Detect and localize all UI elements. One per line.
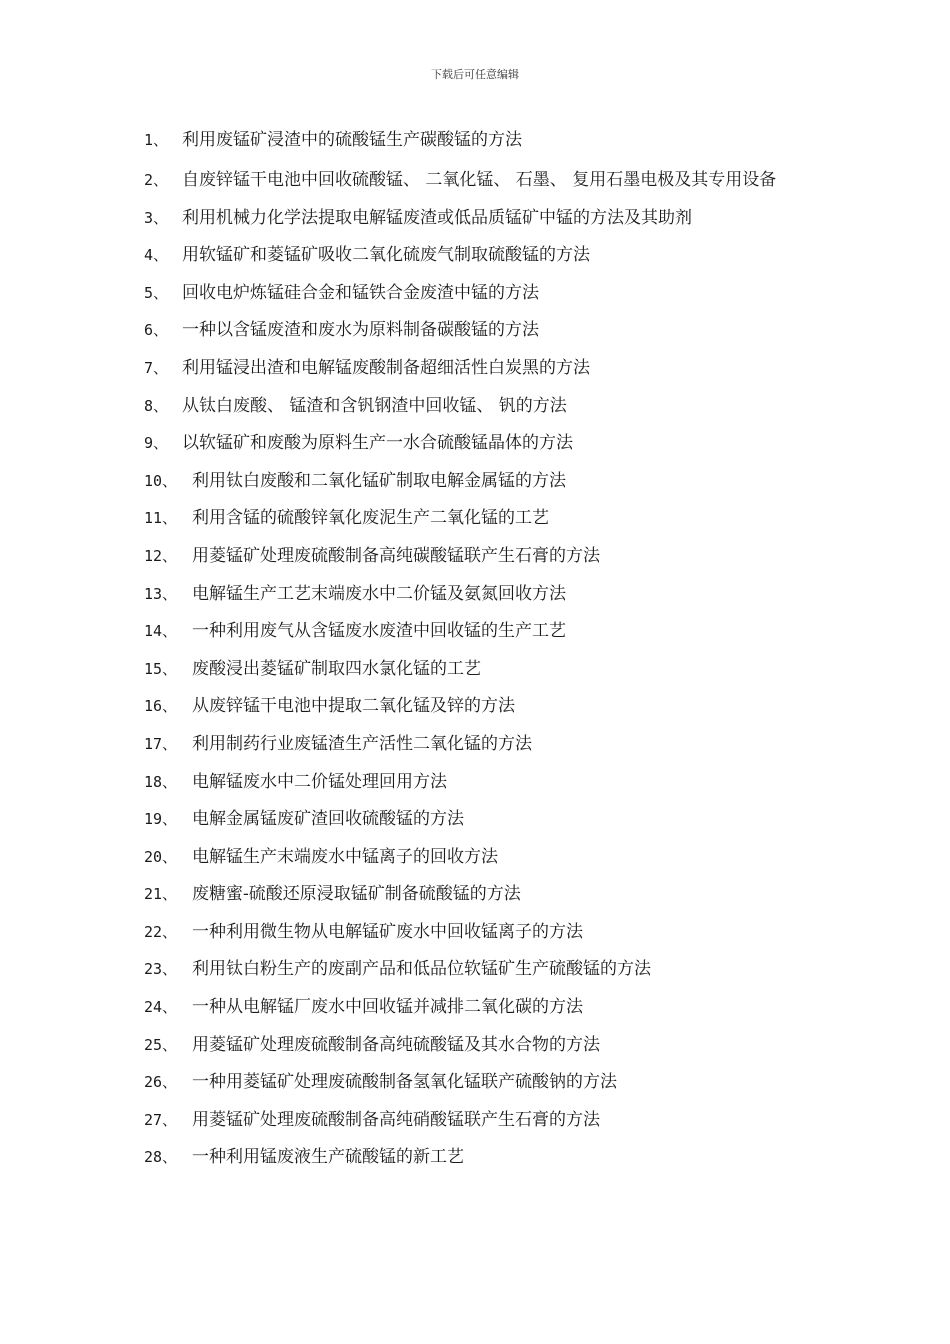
item-number: 7、 <box>144 358 169 377</box>
item-text: 用菱锰矿处理废硫酸制备高纯硝酸锰联产生石膏的方法 <box>192 1109 600 1130</box>
item-number: 20、 <box>144 847 178 866</box>
list-item <box>144 388 814 426</box>
item-text: 一种利用锰废液生产硫酸锰的新工艺 <box>192 1147 464 1168</box>
list-item <box>144 312 814 350</box>
list-item <box>144 989 814 1027</box>
list-item <box>144 1102 814 1140</box>
item-text: 废糖蜜-硫酸还原浸取锰矿制备硫酸锰的方法 <box>192 884 521 905</box>
item-number: 16、 <box>144 697 178 716</box>
item-text: 回收电炉炼锰硅合金和锰铁合金废渣中锰的方法 <box>182 282 539 303</box>
item-text: 从钛白废酸、 锰渣和含钒钢渣中回收锰、 钒的方法 <box>182 395 567 416</box>
list-item <box>144 726 814 764</box>
item-text: 以软锰矿和废酸为原料生产一水合硫酸锰晶体的方法 <box>182 433 573 454</box>
list-item <box>144 876 814 914</box>
item-number: 3、 <box>144 208 169 227</box>
item-number: 12、 <box>144 546 178 565</box>
item-number: 26、 <box>144 1073 178 1092</box>
list-item <box>144 350 814 388</box>
item-number: 24、 <box>144 998 178 1017</box>
item-text: 一种用菱锰矿处理废硫酸制备氢氧化锰联产硫酸钠的方法 <box>192 1072 617 1093</box>
item-number: 5、 <box>144 283 169 302</box>
item-number: 19、 <box>144 810 178 829</box>
item-text: 电解锰生产末端废水中锰离子的回收方法 <box>192 846 498 867</box>
item-text: 一种利用微生物从电解锰矿废水中回收锰离子的方法 <box>192 921 583 942</box>
item-text: 电解锰生产工艺末端废水中二价锰及氨氮回收方法 <box>192 583 566 604</box>
item-text: 利用机械力化学法提取电解锰废渣或低品质锰矿中锰的方法及其助剂 <box>182 207 692 228</box>
list-item <box>144 914 814 952</box>
item-number: 9、 <box>144 434 169 453</box>
list-item <box>144 122 814 160</box>
item-text: 利用钛白粉生产的废副产品和低品位软锰矿生产硫酸锰的方法 <box>192 959 651 980</box>
item-number: 21、 <box>144 885 178 904</box>
list-item <box>144 764 814 802</box>
item-number: 18、 <box>144 772 178 791</box>
list-item <box>144 1064 814 1102</box>
list-item <box>144 613 814 651</box>
list-item <box>144 576 814 614</box>
item-text: 利用制药行业废锰渣生产活性二氧化锰的方法 <box>192 733 532 754</box>
list-item <box>144 200 814 238</box>
item-number: 22、 <box>144 922 178 941</box>
patent-list <box>144 122 814 1177</box>
list-item <box>144 1027 814 1065</box>
item-text: 一种从电解锰厂废水中回收锰并减排二氧化碳的方法 <box>192 997 583 1018</box>
list-item <box>144 463 814 501</box>
item-text: 一种利用废气从含锰废水废渣中回收锰的生产工艺 <box>192 621 566 642</box>
item-number: 1、 <box>144 131 169 149</box>
item-number: 25、 <box>144 1035 178 1054</box>
item-text: 用软锰矿和菱锰矿吸收二氧化硫废气制取硫酸锰的方法 <box>182 245 590 266</box>
page-header: 下载后可任意编辑 <box>431 68 519 81</box>
item-number: 6、 <box>144 321 169 340</box>
item-text: 电解金属锰废矿渣回收硫酸锰的方法 <box>192 809 464 830</box>
item-number: 10、 <box>144 471 178 490</box>
item-number: 13、 <box>144 584 178 603</box>
list-item <box>144 839 814 877</box>
list-item <box>144 1139 814 1177</box>
item-text: 电解锰废水中二价锰处理回用方法 <box>192 771 447 792</box>
list-item <box>144 275 814 313</box>
item-text: 一种以含锰废渣和废水为原料制备碳酸锰的方法 <box>182 320 539 341</box>
item-number: 23、 <box>144 960 178 979</box>
list-item <box>144 801 814 839</box>
item-number: 17、 <box>144 734 178 753</box>
list-item <box>144 237 814 275</box>
item-text: 废酸浸出菱锰矿制取四水氯化锰的工艺 <box>192 658 481 679</box>
item-number: 2、 <box>144 170 169 189</box>
item-text: 利用锰浸出渣和电解锰废酸制备超细活性白炭黑的方法 <box>182 357 590 378</box>
list-item <box>144 651 814 689</box>
item-text: 利用钛白废酸和二氧化锰矿制取电解金属锰的方法 <box>192 470 566 491</box>
item-text: 利用含锰的硫酸锌氧化废泥生产二氧化锰的工艺 <box>192 508 549 529</box>
list-item <box>144 688 814 726</box>
item-number: 8、 <box>144 396 169 415</box>
item-number: 27、 <box>144 1110 178 1129</box>
list-item <box>144 538 814 576</box>
item-text: 用菱锰矿处理废硫酸制备高纯硫酸锰及其水合物的方法 <box>192 1034 600 1055</box>
item-text: 利用废锰矿浸渣中的硫酸锰生产碳酸锰的方法 <box>182 130 522 150</box>
item-number: 28、 <box>144 1148 178 1167</box>
item-text: 自废锌锰干电池中回收硫酸锰、 二氧化锰、 石墨、 复用石墨电极及其专用设备 <box>182 169 777 190</box>
item-number: 4、 <box>144 246 169 265</box>
list-item <box>144 160 814 200</box>
list-item <box>144 951 814 989</box>
item-number: 11、 <box>144 509 178 528</box>
item-text: 从废锌锰干电池中提取二氧化锰及锌的方法 <box>192 696 515 717</box>
item-text: 用菱锰矿处理废硫酸制备高纯碳酸锰联产生石膏的方法 <box>192 545 600 566</box>
item-number: 14、 <box>144 622 178 641</box>
list-item <box>144 425 814 463</box>
item-number: 15、 <box>144 659 178 678</box>
list-item <box>144 500 814 538</box>
